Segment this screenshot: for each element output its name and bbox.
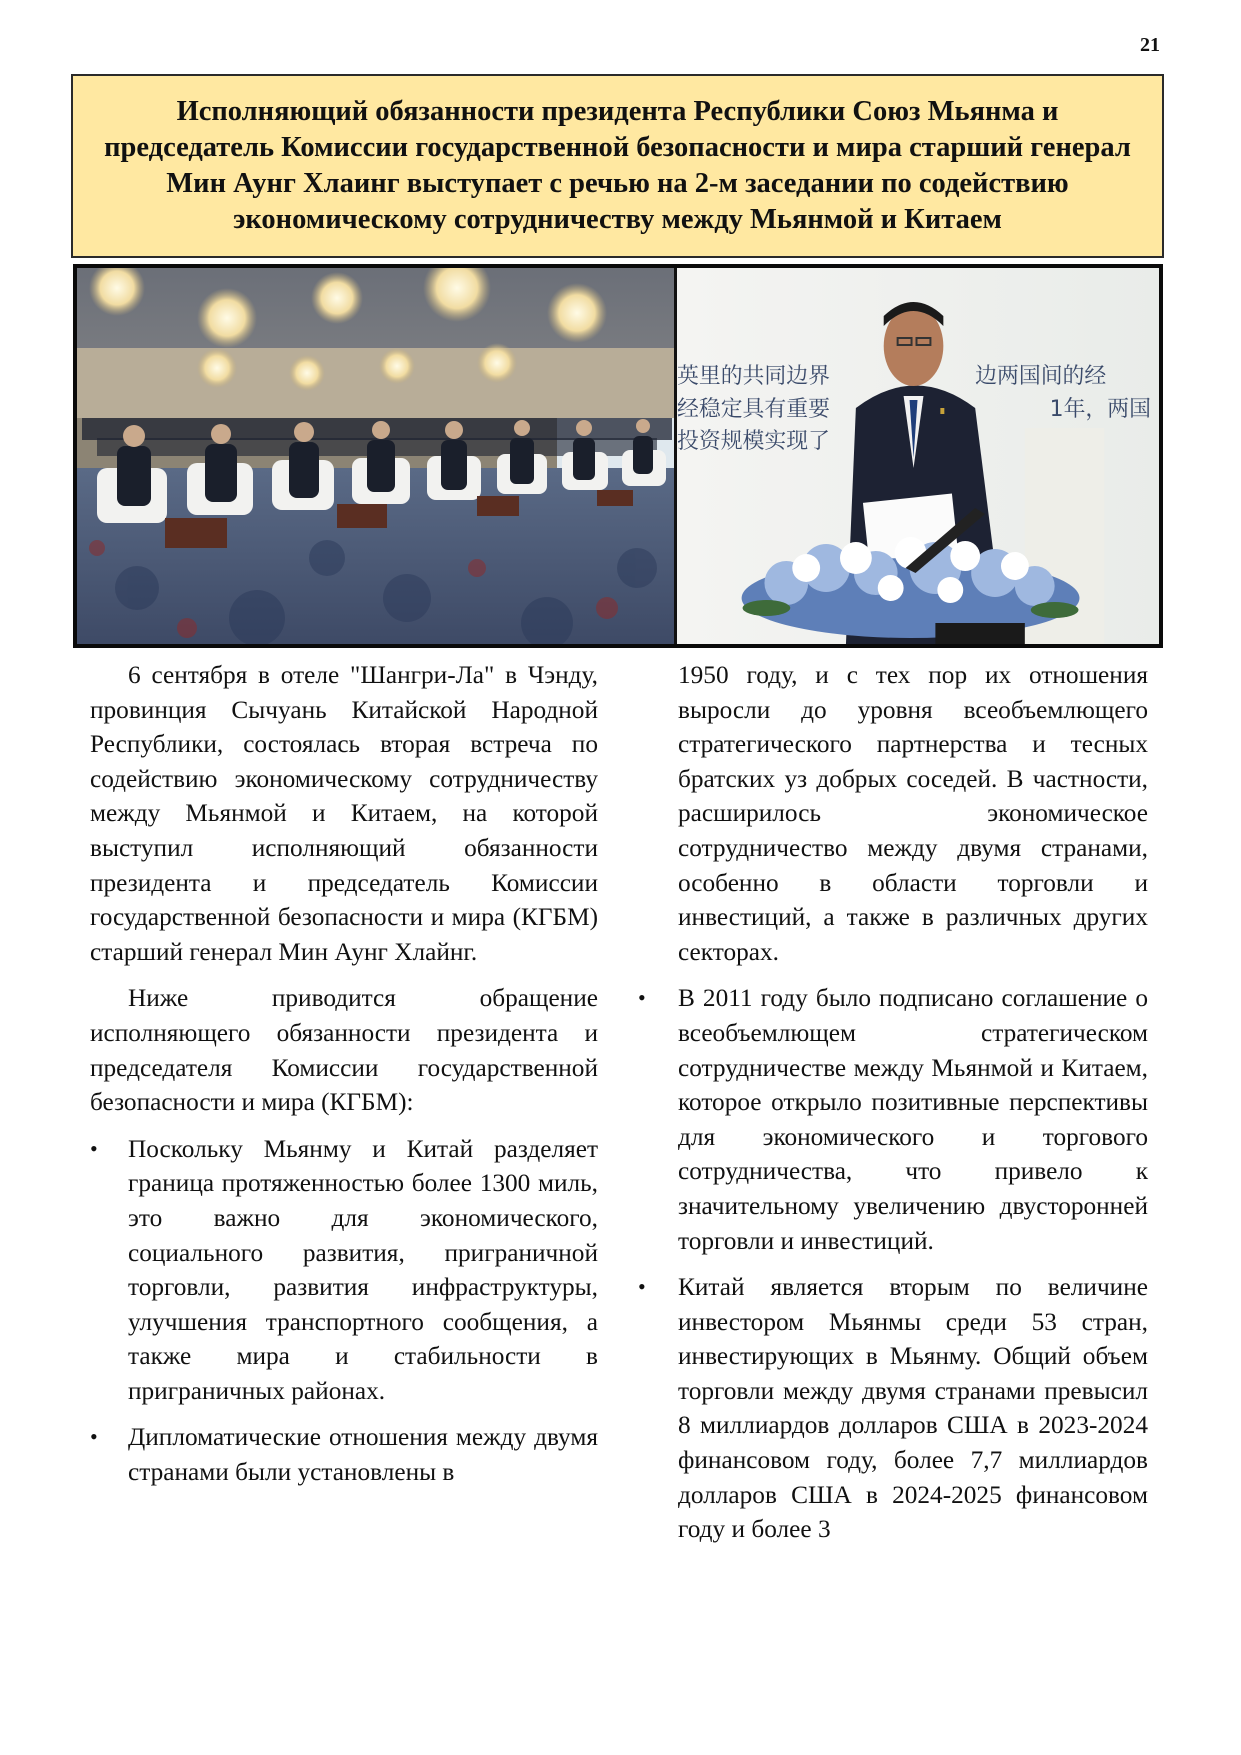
bullet-list-left <box>90 1132 598 1490</box>
screen-line-1: 英里的共同边界 <box>677 363 830 390</box>
bullet-text: Китай является вторым по величине инвестором Мьянмы среди 53 стран, инвестирующих в Мьянму. Общий объем торговли между двумя странами превысил 8 миллиардов долларов США в 2023-2024 финансовом году, более 7,7 миллиардов долларов США в 2024-2025 финансовом году и более 3 <box>678 1273 1148 1544</box>
intro-paragraph: 6 сентября в отеле "Шангри-Ла" в Чэнду, провинция Сычуань Китайской Народной Республики, состоялась вторая встреча по содействию экономическому сотрудничеству между Мьянмой и Китаем, на которой выступил исполняющий обязанности президента и председатель Комиссии государственной безопасности и мира (КГБМ) старший генерал Мин Аунг Хлайнг. <box>90 661 598 966</box>
page-number: 21 <box>1140 34 1160 56</box>
bullet-marker: • <box>638 985 646 1011</box>
screen-line-3: 经稳定具有重要 <box>677 396 830 423</box>
photo-strip <box>73 264 1163 648</box>
speaker-illustration <box>677 268 1159 644</box>
screen-line-5: 投资规模实现了 <box>677 428 830 455</box>
bullet-text: Поскольку Мьянму и Китай разделяет граница протяженностью более 1300 миль, это важно для экономического, социального развития, приграничной торговли, развития инфраструктуры, улучшения транспортного сообщения, а также мира и стабильности в приграничных районах. <box>128 1134 598 1405</box>
screen-line-4: 1年，两国 <box>1049 396 1152 423</box>
bullet-text: В 2011 году было подписано соглашение о всеобъемлющем стратегическом сотрудничестве между Мьянмой и Китаем, которое открыло позитивные перспективы для экономического и торгового сотрудничества, что привело к значительному увеличению двусторонней торговли и инвестиций. <box>678 984 1148 1255</box>
list-item <box>638 1270 1148 1547</box>
article-column-left <box>90 658 598 1502</box>
list-item <box>90 1420 598 1489</box>
conference-hall-photo <box>77 268 677 644</box>
bullet-text: Дипломатические отношения между двумя странами были установлены в <box>128 1423 598 1487</box>
list-item <box>90 1132 598 1409</box>
bullet-marker: • <box>90 1135 98 1161</box>
speaker-photo <box>677 268 1159 644</box>
article-column-right <box>638 658 1148 1559</box>
conference-hall-illustration <box>77 268 674 644</box>
bullet-marker: • <box>638 1274 646 1300</box>
bullet-continuation: 1950 году, и с тех пор их отношения выросли до уровня всеобъемлющего стратегического партнерства и тесных братских уз добрых соседей. В частности, расширилось экономическое сотрудничество между двумя странами, особенно в области торговли и инвестиций, а также в различных других секторах. <box>678 661 1148 966</box>
headline: Исполняющий обязанности президента Республики Союз Мьянма и председатель Комиссии государственной безопасности и мира старший генерал Мин Аунг Хлаинг выступает с речью на 2-м заседании по содействию экономическому сотрудничеству между Мьянмой и Китаем <box>104 96 1131 235</box>
bullet-list-right <box>638 981 1148 1547</box>
lead-in-paragraph: Ниже приводится обращение исполняющего обязанности президента и председателя Комиссии государственной безопасности и мира (КГБМ): <box>90 984 598 1117</box>
screen-line-2: 边两国间的经 <box>975 363 1107 390</box>
headline-box <box>71 74 1164 258</box>
bullet-marker: • <box>90 1424 98 1450</box>
list-item <box>638 981 1148 1258</box>
